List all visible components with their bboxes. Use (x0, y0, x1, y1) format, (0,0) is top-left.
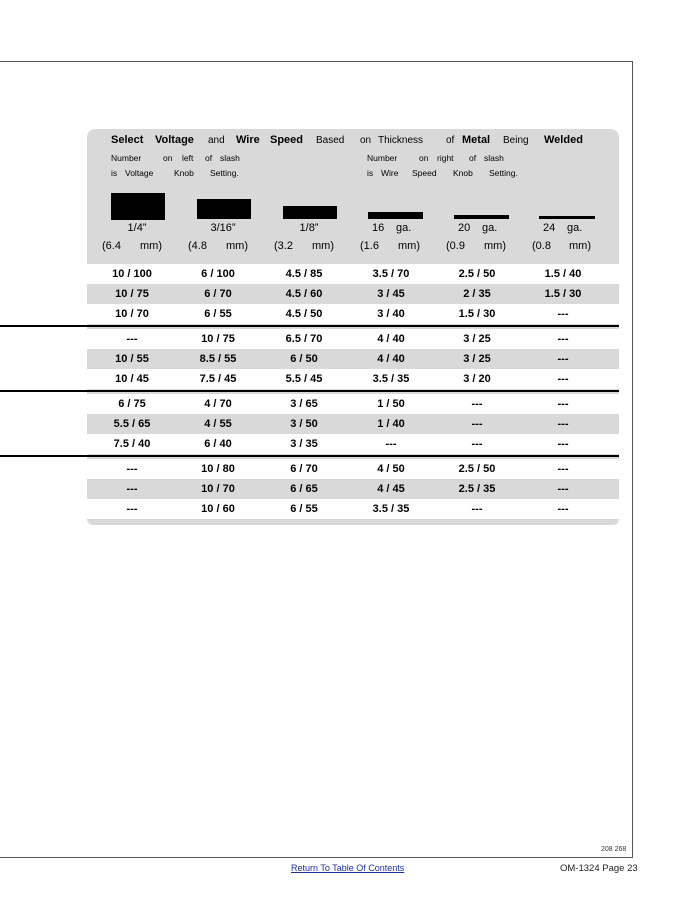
table-cell: --- (557, 483, 569, 495)
header-word: and (208, 135, 225, 146)
header-word: of (446, 135, 455, 146)
header-word: Voltage (155, 134, 194, 146)
thickness-bar-quarter-inch (111, 193, 165, 220)
thickness-bar-16-gauge (368, 212, 423, 219)
thickness-unit-label: ga. (396, 222, 412, 234)
table-cell: 8.5 / 55 (199, 353, 237, 365)
thickness-bar-24-gauge (539, 216, 595, 219)
table-row (87, 284, 619, 304)
note-word: is (111, 168, 118, 178)
table-row (87, 329, 619, 349)
header-word: Being (503, 135, 529, 146)
metric-unit: mm) (312, 240, 334, 252)
table-cell: 1 / 40 (377, 418, 405, 430)
metric-unit: mm) (569, 240, 591, 252)
table-cell: 7.5 / 40 (113, 438, 151, 450)
header-word: Select (111, 134, 144, 146)
table-cell: --- (557, 503, 569, 515)
table-cell: 10 / 45 (115, 373, 149, 385)
thickness-label: 16 (372, 222, 385, 234)
note-word: on (163, 153, 173, 163)
table-row (87, 304, 619, 324)
table-cell: 2.5 / 50 (458, 463, 496, 475)
table-cell: 10 / 75 (201, 333, 235, 345)
table-cell: --- (557, 438, 569, 450)
table-cell: 6 / 40 (204, 438, 232, 450)
note-word: is (367, 168, 374, 178)
metric-unit: mm) (484, 240, 506, 252)
table-cell: 4 / 40 (377, 353, 405, 365)
table-cell: 6 / 55 (204, 308, 232, 320)
table-cell: 6 / 100 (201, 268, 235, 280)
note-word: on (419, 153, 429, 163)
table-cell: 2 / 35 (463, 288, 491, 300)
table-cell: --- (557, 333, 569, 345)
thickness-unit-label: ga. (482, 222, 498, 234)
table-cell: 7.5 / 45 (199, 373, 237, 385)
page-number: OM-1324 Page 23 (560, 863, 638, 874)
header-word: Wire (236, 134, 260, 146)
note-word: of (469, 153, 477, 163)
table-row (87, 394, 619, 414)
table-cell: --- (471, 398, 483, 410)
table-cell: --- (385, 438, 397, 450)
thickness-bar-three-sixteenths (197, 199, 251, 219)
table-cell: 10 / 75 (115, 288, 149, 300)
table-cell: --- (557, 418, 569, 430)
separator-line (0, 455, 619, 457)
table-cell: --- (471, 503, 483, 515)
table-cell: 1.5 / 30 (458, 308, 496, 320)
table-cell: 1.5 / 30 (544, 288, 582, 300)
table-row (87, 369, 619, 389)
table-cell: 10 / 80 (201, 463, 235, 475)
table-cell: --- (557, 353, 569, 365)
table-row (87, 459, 619, 479)
table-cell: 4 / 40 (377, 333, 405, 345)
metric-unit: mm) (140, 240, 162, 252)
table-cell: 6.5 / 70 (285, 333, 323, 345)
panel-bottom-edge (87, 519, 619, 525)
note-word: Knob (174, 168, 194, 178)
table-cell: 3 / 20 (463, 373, 491, 385)
header-word: Thickness (378, 135, 424, 146)
table-cell: 3.5 / 70 (372, 268, 410, 280)
voltage-wire-speed-table (87, 264, 619, 525)
table-cell: 3 / 35 (290, 438, 318, 450)
metric-value: (6.4 (102, 240, 121, 252)
table-row (87, 499, 619, 519)
table-cell: 3 / 50 (290, 418, 318, 430)
page-frame-top (0, 61, 633, 62)
table-cell: 6 / 70 (290, 463, 318, 475)
note-word: of (205, 153, 213, 163)
table-cell: 10 / 70 (115, 308, 149, 320)
table-cell: 3 / 65 (290, 398, 318, 410)
table-cell: --- (126, 463, 138, 475)
table-cell: --- (557, 463, 569, 475)
table-cell: --- (557, 373, 569, 385)
table-cell: 3 / 25 (463, 353, 491, 365)
note-word: Number (111, 153, 142, 163)
table-cell: 4 / 70 (204, 398, 232, 410)
note-word: Speed (412, 168, 437, 178)
thickness-bar-20-gauge (454, 215, 509, 219)
table-cell: 6 / 75 (118, 398, 146, 410)
note-word: Voltage (125, 168, 154, 178)
table-cell: 3 / 45 (377, 288, 405, 300)
header-word: Metal (462, 134, 491, 146)
table-cell: --- (126, 483, 138, 495)
table-row (87, 264, 619, 284)
table-cell: 3 / 40 (377, 308, 405, 320)
table-cell: 3.5 / 35 (372, 503, 410, 515)
table-cell: 4 / 45 (377, 483, 405, 495)
note-word: Knob (453, 168, 473, 178)
header-word: Welded (544, 134, 583, 146)
table-cell: 4 / 50 (377, 463, 405, 475)
table-cell: --- (471, 418, 483, 430)
table-row (87, 479, 619, 499)
table-cell: 3.5 / 35 (372, 373, 410, 385)
separator-line (0, 390, 619, 392)
table-cell: --- (557, 398, 569, 410)
table-cell: 4.5 / 85 (285, 268, 323, 280)
separator-line (0, 325, 619, 327)
thickness-label: 3/16” (210, 222, 236, 234)
table-cell: 10 / 100 (112, 268, 152, 280)
note-word: slash (484, 153, 504, 163)
note-word: slash (220, 153, 240, 163)
thickness-label: 1/4” (127, 222, 147, 234)
metric-value: (3.2 (274, 240, 293, 252)
thickness-unit-label: ga. (567, 222, 583, 234)
table-cell: 2.5 / 50 (458, 268, 496, 280)
table-cell: 10 / 55 (115, 353, 149, 365)
header-word: Speed (270, 134, 304, 146)
metric-value: (1.6 (360, 240, 379, 252)
metric-value: (0.9 (446, 240, 465, 252)
table-cell: --- (471, 438, 483, 450)
table-cell: 5.5 / 65 (113, 418, 151, 430)
table-cell: --- (557, 308, 569, 320)
table-cell: 10 / 60 (201, 503, 235, 515)
note-word: Setting. (210, 168, 239, 178)
figure-number: 208 268 (601, 846, 627, 853)
table-cell: 4.5 / 60 (285, 288, 323, 300)
note-word: Wire (381, 168, 399, 178)
thickness-label: 24 (543, 222, 556, 234)
page-frame-bottom (0, 857, 633, 858)
thickness-label: 1/8” (299, 222, 319, 234)
thickness-bar-eighth-inch (283, 206, 337, 219)
metric-value: (4.8 (188, 240, 207, 252)
return-to-toc-link[interactable]: Return To Table Of Contents (291, 863, 405, 873)
table-cell: 5.5 / 45 (285, 373, 323, 385)
metric-value: (0.8 (532, 240, 551, 252)
table-cell: 4.5 / 50 (285, 308, 323, 320)
table-cell: 4 / 55 (204, 418, 232, 430)
table-row (87, 434, 619, 454)
table-cell: 1.5 / 40 (544, 268, 582, 280)
table-cell: 6 / 70 (204, 288, 232, 300)
table-cell: 6 / 50 (290, 353, 318, 365)
table-row (87, 414, 619, 434)
table-cell: 6 / 65 (290, 483, 318, 495)
header-word: on (360, 135, 372, 146)
header-word: Based (316, 135, 345, 146)
page-frame-right (632, 61, 633, 858)
table-cell: 6 / 55 (290, 503, 318, 515)
note-word: left (182, 153, 194, 163)
note-word: right (437, 153, 454, 163)
table-cell: --- (126, 333, 138, 345)
table-row (87, 349, 619, 369)
table-cell: 1 / 50 (377, 398, 405, 410)
table-cell: --- (126, 503, 138, 515)
table-cell: 10 / 70 (201, 483, 235, 495)
note-word: Number (367, 153, 398, 163)
table-cell: 3 / 25 (463, 333, 491, 345)
metric-unit: mm) (226, 240, 248, 252)
thickness-label: 20 (458, 222, 471, 234)
table-cell: 2.5 / 35 (458, 483, 496, 495)
metric-unit: mm) (398, 240, 420, 252)
note-word: Setting. (489, 168, 518, 178)
